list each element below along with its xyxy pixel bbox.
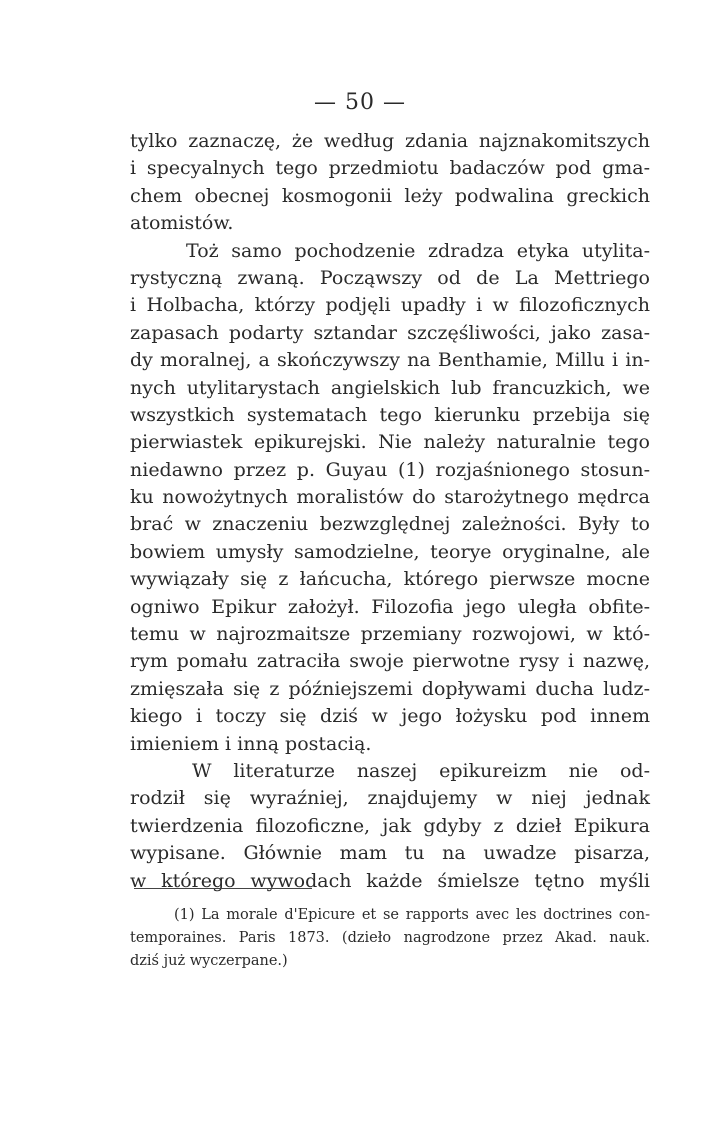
text-line: w którego wywodach każde śmielsze tętno myśli <box>130 869 650 892</box>
text-line: dy moralnej, a skończywszy na Benthamie, Millu i in- <box>130 349 650 372</box>
text-line: bowiem umysły samodzielne, teorye oryginalne, ale <box>130 540 650 563</box>
text-line: rystyczną zwaną. Począwszy od de La Mettriego <box>130 266 650 289</box>
footnote <box>130 904 650 973</box>
text-line: chem obecnej kosmogonii leży podwalina greckich <box>130 184 650 207</box>
text-line: W literaturze naszej epikureizm nie od- <box>192 759 650 782</box>
text-line: i Holbacha, którzy podjęli upadły i w filozoficznych <box>130 294 650 317</box>
footnote-divider <box>134 888 312 889</box>
footnote-line: dziś już wyczerpane.) <box>130 953 288 969</box>
text-line: rodził się wyraźniej, znajdujemy w niej jednak <box>130 787 650 810</box>
page-number: — 50 — <box>314 90 406 115</box>
text-line: i specyalnych tego przedmiotu badaczów pod gma- <box>130 157 650 180</box>
footnote-line: temporaines. Paris 1873. (dzieło nagrodzone przez Akad. nauk. <box>130 930 650 946</box>
text-line: zapasach podarty sztandar szczęśliwości, jako zasa- <box>130 321 650 344</box>
text-line: ku nowożytnych moralistów do starożytnego mędrca <box>130 486 650 509</box>
text-line: tylko zaznaczę, że według zdania najznakomitszych <box>130 130 650 152</box>
text-line: nych utylitarystach angielskich lub francuzkich, we <box>130 376 650 399</box>
text-line: zmięszała się z późniejszemi dopływami ducha ludz- <box>130 677 650 700</box>
footnote-line: (1) La morale d'Epicure et se rapports avec les doctrines con- <box>174 907 650 923</box>
text-line: imieniem i inną postacią. <box>130 732 372 755</box>
text-line: kiego i toczy się dziś w jego łożysku pod innem <box>130 705 650 728</box>
text-line: wypisane. Głównie mam tu na uwadze pisarza, <box>130 842 650 865</box>
text-line: niedawno przez p. Guyau (1) rozjaśnionego stosun- <box>130 458 650 481</box>
text-line: rym pomału zatraciła swoje pierwotne rysy i nazwę, <box>130 650 650 673</box>
text-line: wywiązały się z łańcucha, którego pierwsze mocne <box>130 568 650 591</box>
text-line: temu w najrozmaitsze przemiany rozwojowi, w któ- <box>130 623 650 646</box>
text-line: atomistów. <box>130 212 234 235</box>
text-line: pierwiastek epikurejski. Nie należy naturalnie tego <box>130 431 650 454</box>
body-text <box>130 128 650 895</box>
text-line: twierdzenia filozoficzne, jak gdyby z dzieł Epikura <box>130 814 650 837</box>
text-line: Toż samo pochodzenie zdradza etyka utylita- <box>186 239 650 262</box>
text-line: ogniwo Epikur założył. Filozofia jego uległa obfite- <box>130 595 650 618</box>
text-line: brać w znaczeniu bezwzględnej zależności. Były to <box>130 513 650 536</box>
text-line: wszystkich systematach tego kierunku przebija się <box>130 403 650 426</box>
